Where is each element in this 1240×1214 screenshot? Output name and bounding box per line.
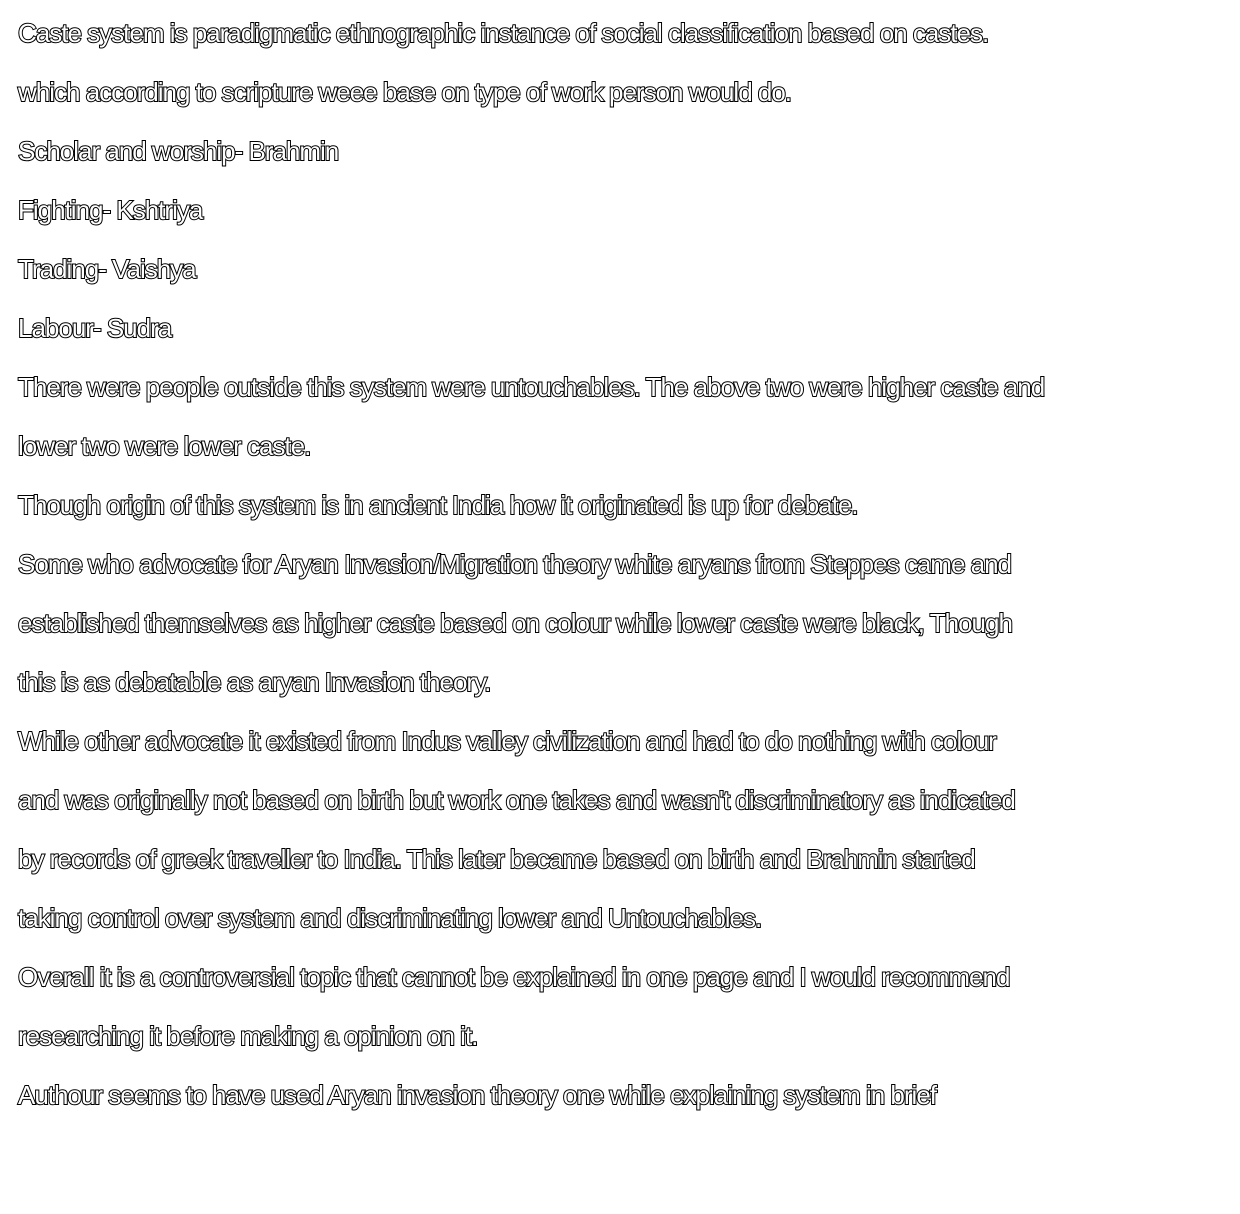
text-line: Though origin of this system is in ancient India how it originated is up for debate. (18, 490, 858, 520)
text-line: Some who advocate for Aryan Invasion/Migration theory white aryans from Steppes came and (18, 549, 1012, 579)
text-line: Fighting- Kshtriya (18, 195, 203, 225)
text-line: Caste system is paradigmatic ethnographic instance of social classification based on castes. (18, 18, 989, 48)
text-line: lower two were lower caste. (18, 431, 311, 461)
text-line: Scholar and worship- Brahmin (18, 136, 339, 166)
text-line: researching it before making a opinion on it. (18, 1021, 478, 1051)
text-line: Overall it is a controversial topic that cannot be explained in one page and I would recommend (18, 962, 1010, 992)
text-line: which according to scripture weee base on type of work person would do. (18, 77, 792, 107)
text-line: Labour- Sudra (18, 313, 172, 343)
text-line: this is as debatable as aryan Invasion theory. (18, 667, 491, 697)
text-line: While other advocate it existed from Indus valley civilization and had to do nothing with colour (18, 726, 996, 756)
text-line: Trading- Vaishya (18, 254, 196, 284)
text-line: There were people outside this system were untouchables. The above two were higher caste and (18, 372, 1045, 402)
text-line: taking control over system and discriminating lower and Untouchables. (18, 903, 762, 933)
document-body (18, 10, 1228, 1131)
text-line: by records of greek traveller to India. This later became based on birth and Brahmin started (18, 844, 975, 874)
text-line: established themselves as higher caste based on colour while lower caste were black, Though (18, 608, 1012, 638)
text-line: Authour seems to have used Aryan invasion theory one while explaining system in brief (18, 1080, 937, 1110)
text-line: and was originally not based on birth but work one takes and wasn't discriminatory as indicated (18, 785, 1015, 815)
